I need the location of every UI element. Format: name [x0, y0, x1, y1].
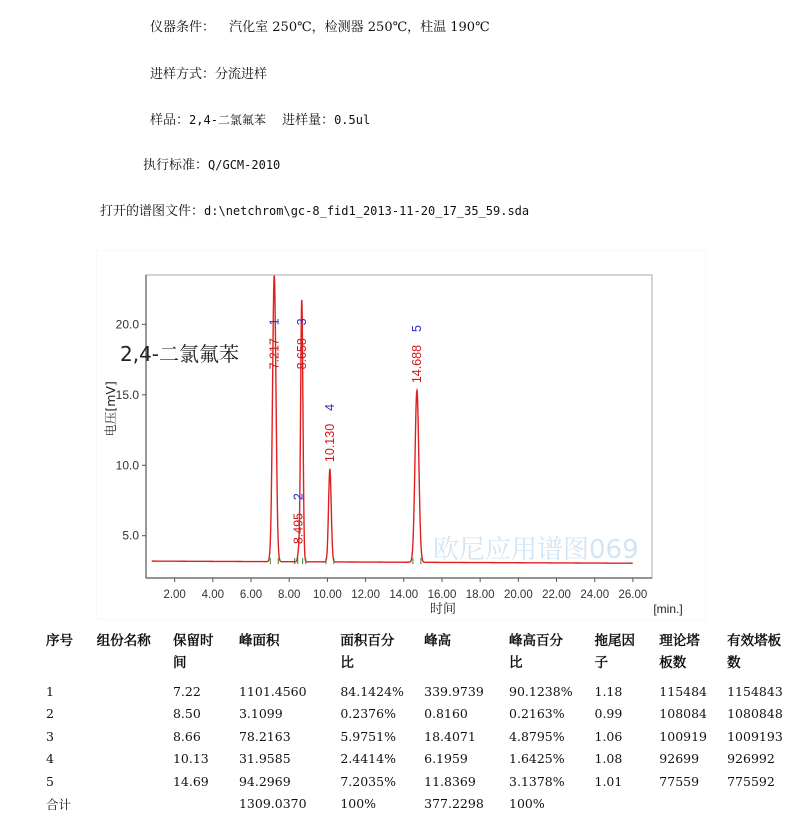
- header-text: 间: [172, 655, 187, 671]
- table-cell: 1309.0370: [238, 796, 307, 812]
- table-cell: 339.9739: [424, 683, 484, 699]
- table-cell: 78.2163: [238, 728, 291, 744]
- table-cell: 10.13: [172, 751, 209, 767]
- table-cell: 92699: [659, 751, 700, 767]
- table-cell: 6.1959: [424, 751, 468, 767]
- table-cell: 7.22: [172, 683, 201, 699]
- x-tick-label: 22.00: [542, 589, 571, 601]
- header-text: 峰高百分: [509, 633, 564, 649]
- table-cell: 0.2163%: [509, 706, 565, 722]
- standard-label: 执行标准：: [143, 158, 209, 173]
- table-cell: 11.8369: [424, 773, 476, 789]
- injection-mode: [150, 63, 267, 82]
- table-row: [42, 680, 799, 703]
- peak-rt-label: 7.217: [267, 338, 282, 370]
- table-cell: 3.1378%: [509, 773, 565, 789]
- header-text: 峰高: [424, 633, 452, 649]
- injection-value: 分流进样: [215, 67, 268, 82]
- column-header: [591, 630, 656, 680]
- file-line: [100, 200, 529, 219]
- x-axis-unit: [min.]: [653, 602, 683, 616]
- table-cell: 1080848: [727, 706, 783, 722]
- x-tick-label: 12.00: [351, 589, 380, 601]
- x-tick-label: 10.00: [313, 589, 342, 601]
- table-cell: 5: [46, 773, 54, 789]
- conditions-label: 仪器条件：: [150, 20, 216, 35]
- table-cell: 1.06: [594, 728, 623, 744]
- volume-label: 进样量：: [282, 113, 335, 128]
- table-cell: [93, 793, 169, 816]
- table-cell: 14.69: [172, 773, 209, 789]
- peak-rt-label: 10.130: [322, 423, 337, 463]
- sample-label: 样品：: [150, 113, 190, 128]
- table-cell: 100%: [340, 796, 377, 812]
- peak-rt-label: 8.495: [291, 512, 306, 545]
- header-text: 比: [340, 655, 354, 671]
- chromatogram-chart: [96, 250, 706, 620]
- header-text: 子: [594, 655, 608, 671]
- table-cell: 4: [46, 751, 54, 767]
- x-tick-label: 26.00: [618, 589, 648, 601]
- column-header: [235, 630, 336, 680]
- watermark-text: 欧尼应用谱图069: [433, 535, 639, 565]
- header-text: 序号: [46, 633, 73, 649]
- table-cell: 1: [46, 683, 54, 699]
- table-cell: 5.9751%: [340, 728, 396, 744]
- column-header: [169, 630, 235, 680]
- table-cell: 1009193: [727, 728, 783, 744]
- table-cell: 2: [46, 706, 54, 722]
- table-cell: 7.2035%: [340, 773, 396, 789]
- table-cell: [93, 770, 169, 793]
- chromatogram-svg: [96, 250, 706, 620]
- header-text: 面积百分: [340, 633, 395, 649]
- table-cell: 合计: [46, 796, 72, 812]
- y-axis-title: 电压[mV]: [103, 381, 118, 437]
- table-cell: 1154843: [727, 683, 783, 699]
- table-cell: 926992: [727, 751, 775, 767]
- table-cell: 90.1238%: [509, 683, 573, 699]
- table-cell: 31.9585: [238, 751, 291, 767]
- table-cell: 0.2376%: [340, 706, 396, 722]
- table-cell: 775592: [727, 773, 775, 789]
- table-cell: 115484: [659, 683, 708, 699]
- table-cell: 108084: [659, 706, 708, 722]
- table-cell: 94.2969: [238, 773, 291, 789]
- table-cell: 4.8795%: [509, 728, 565, 744]
- table-body: [42, 680, 799, 815]
- peak-rt-label: 14.688: [409, 344, 424, 384]
- table-row: [42, 725, 799, 748]
- table-cell: [93, 748, 169, 771]
- peak-id-label: 4: [322, 403, 337, 411]
- table-cell: 1.08: [594, 751, 623, 767]
- table-cell: 3.1099: [238, 706, 283, 722]
- x-tick-label: 24.00: [580, 589, 610, 601]
- sample-line: [150, 109, 370, 128]
- table-cell: 100919: [659, 728, 708, 744]
- header-text: 组份名称: [96, 633, 151, 649]
- header-text: 数: [727, 655, 741, 671]
- x-tick-label: 6.00: [239, 589, 263, 601]
- header-text: 比: [509, 655, 523, 671]
- table-cell: 18.4071: [424, 728, 476, 744]
- table-cell: 3: [46, 728, 54, 744]
- table-cell: 84.1424%: [340, 683, 404, 699]
- table-cell: 1101.4560: [238, 683, 307, 699]
- results-table: [42, 630, 799, 815]
- table-cell: 0.8160: [424, 706, 468, 722]
- y-tick-label: 20.0: [115, 317, 139, 332]
- table-cell: 1.01: [594, 773, 623, 789]
- peak-id-label: 5: [409, 325, 424, 332]
- standard-value: Q/GCM-2010: [208, 158, 281, 172]
- table-row: [42, 703, 799, 726]
- y-tick-label: 10.0: [115, 458, 139, 473]
- x-tick-label: 20.00: [503, 589, 533, 601]
- file-label: 打开的谱图文件：: [100, 204, 205, 219]
- table-cell: [169, 793, 235, 816]
- peak-id-label: 2: [291, 493, 306, 501]
- table-cell: [723, 793, 799, 816]
- column-header: [420, 630, 505, 680]
- table-row: [42, 748, 799, 771]
- column-header: [42, 630, 93, 680]
- volume-value: 0.5ul: [334, 113, 371, 127]
- x-tick-label: 18.00: [465, 589, 495, 601]
- table-cell: 377.2298: [424, 796, 484, 812]
- table-cell: 8.66: [172, 728, 201, 744]
- table-row: [42, 793, 799, 816]
- x-tick-label: 14.00: [389, 589, 419, 601]
- y-tick-label: 15.0: [115, 387, 139, 402]
- table-cell: 1.18: [594, 683, 623, 699]
- header-text: 保留时: [172, 633, 214, 649]
- table-cell: [93, 703, 169, 726]
- table-cell: 1.6425%: [509, 751, 565, 767]
- table-header-row: [42, 630, 799, 680]
- x-tick-label: 4.00: [201, 589, 225, 601]
- column-header: [723, 630, 799, 680]
- table-cell: [655, 793, 723, 816]
- table-cell: 8.50: [172, 706, 201, 722]
- header-text: 峰面积: [238, 633, 280, 649]
- table-cell: 100%: [509, 796, 545, 812]
- instrument-conditions: [150, 16, 490, 35]
- file-value: d:\netchrom\gc-8_fid1_2013-11-20_17_35_59.sda: [204, 204, 530, 218]
- y-tick-label: 5.0: [122, 528, 139, 543]
- peak-rt-label: 8.658: [294, 338, 309, 370]
- table-cell: 2.4414%: [340, 751, 396, 767]
- table-cell: [93, 680, 169, 703]
- peak-id-label: 3: [294, 318, 309, 326]
- header-text: 板数: [659, 655, 687, 671]
- x-axis-title: 时间: [429, 602, 457, 617]
- injection-label: 进样方式：: [150, 67, 216, 82]
- table-cell: 0.99: [594, 706, 623, 722]
- sample-value: 2,4-二氯氟苯: [189, 113, 266, 127]
- peak-id-label: 1: [267, 318, 282, 326]
- conditions-value: 汽化室 250℃，检测器 250℃，柱温 190℃: [229, 20, 490, 35]
- column-header: [505, 630, 590, 680]
- table-row: [42, 770, 799, 793]
- header-text: 拖尾因: [594, 633, 635, 649]
- column-header: [93, 630, 169, 680]
- header-text: 有效塔板: [727, 633, 782, 649]
- standard-line: [143, 154, 280, 173]
- column-header: [336, 630, 420, 680]
- table-cell: [591, 793, 656, 816]
- x-tick-label: 2.00: [163, 589, 186, 601]
- chart-title: 2,4-二氯氟苯: [120, 342, 240, 366]
- table-cell: 77559: [659, 773, 700, 789]
- header-text: 理论塔: [659, 633, 700, 649]
- x-tick-label: 8.00: [278, 589, 301, 601]
- column-header: [655, 630, 723, 680]
- x-tick-label: 16.00: [427, 589, 457, 601]
- table-cell: [93, 725, 169, 748]
